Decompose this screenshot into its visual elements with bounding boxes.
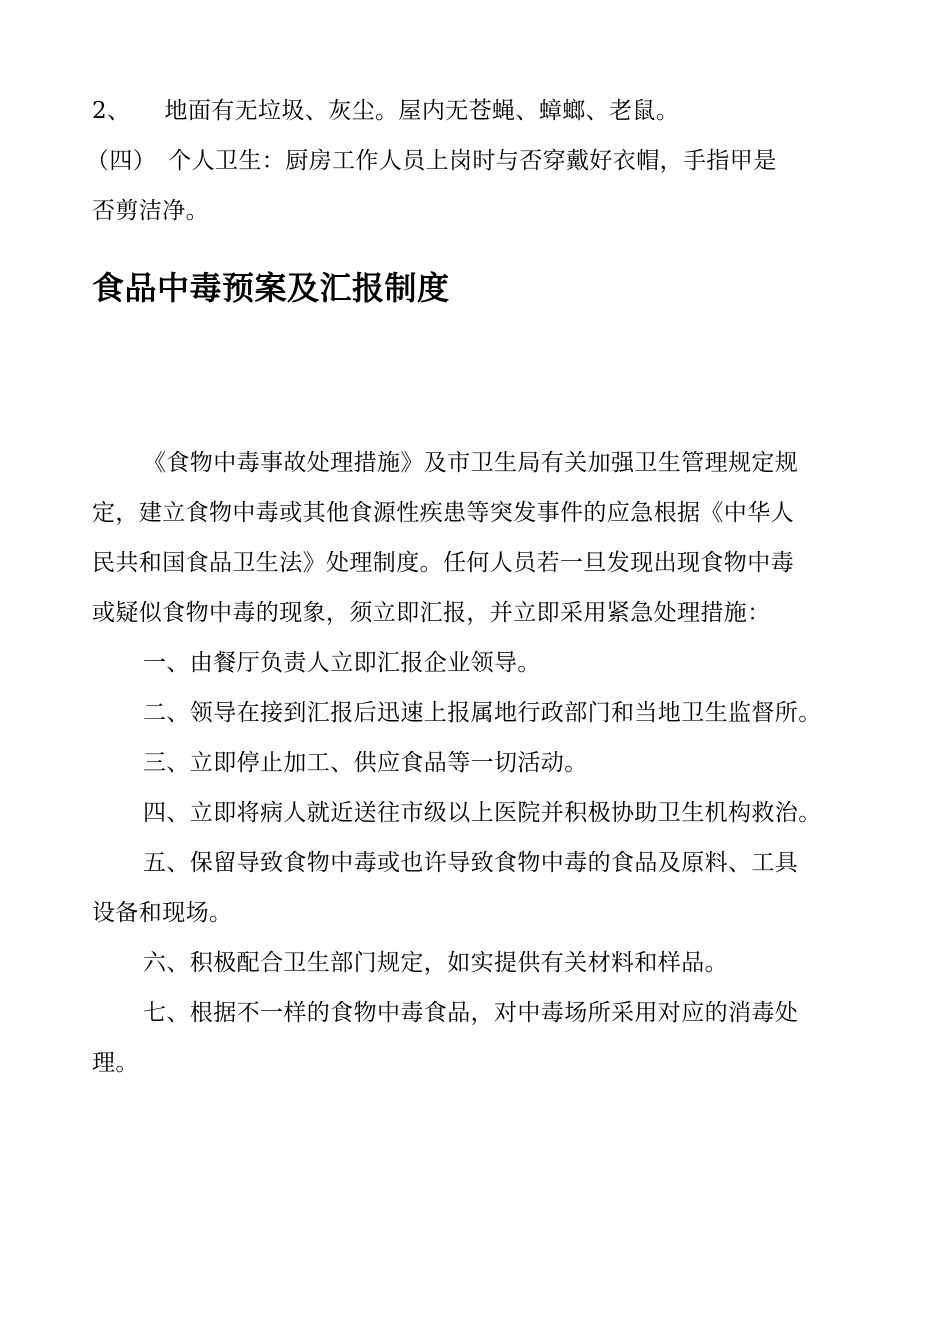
item-4-label: （四）: [86, 148, 157, 174]
item-4-line: [86, 146, 777, 176]
step-5-continued: 设备和现场。: [92, 900, 233, 926]
item-4-text-line1: 个人卫生：厨房工作人员上岗时与否穿戴好衣帽，手指甲是: [168, 148, 777, 174]
step-1: 一、由餐厅负责人立即汇报企业领导。: [143, 650, 541, 676]
section-title: 食品中毒预案及汇报制度: [92, 269, 450, 307]
item-4-text-line2: 否剪洁净。: [92, 198, 209, 224]
step-7-continued: 理。: [92, 1050, 139, 1076]
step-4: 四、立即将病人就近送往市级以上医院并积极协助卫生机构救治。: [143, 800, 822, 826]
intro-line-3: 民共和国食品卫生法》处理制度。任何人员若一旦发现出现食物中毒: [92, 550, 794, 576]
step-5: 五、保留导致食物中毒或也许导致食物中毒的食品及原料、工具: [143, 850, 799, 876]
intro-line-4: 或疑似食物中毒的现象，须立即汇报，并立即采用紧急处理措施：: [92, 600, 771, 626]
intro-line-2: 定，建立食物中毒或其他食源性疾患等突发事件的应急根据《中华人: [92, 500, 794, 526]
item-2-number: 2、: [92, 98, 131, 124]
intro-line-1: 《食物中毒事故处理措施》及市卫生局有关加强卫生管理规定规: [143, 450, 799, 476]
item-2-text: 地面有无垃圾、灰尘。屋内无苍蝇、蟑螂、老鼠。: [164, 98, 680, 124]
step-2: 二、领导在接到汇报后迅速上报属地行政部门和当地卫生监督所。: [143, 700, 822, 726]
item-2-line: [92, 96, 679, 126]
step-7: 七、根据不一样的食物中毒食品，对中毒场所采用对应的消毒处: [143, 1000, 799, 1026]
step-6: 六、积极配合卫生部门规定，如实提供有关材料和样品。: [143, 950, 728, 976]
step-3: 三、立即停止加工、供应食品等一切活动。: [143, 750, 588, 776]
